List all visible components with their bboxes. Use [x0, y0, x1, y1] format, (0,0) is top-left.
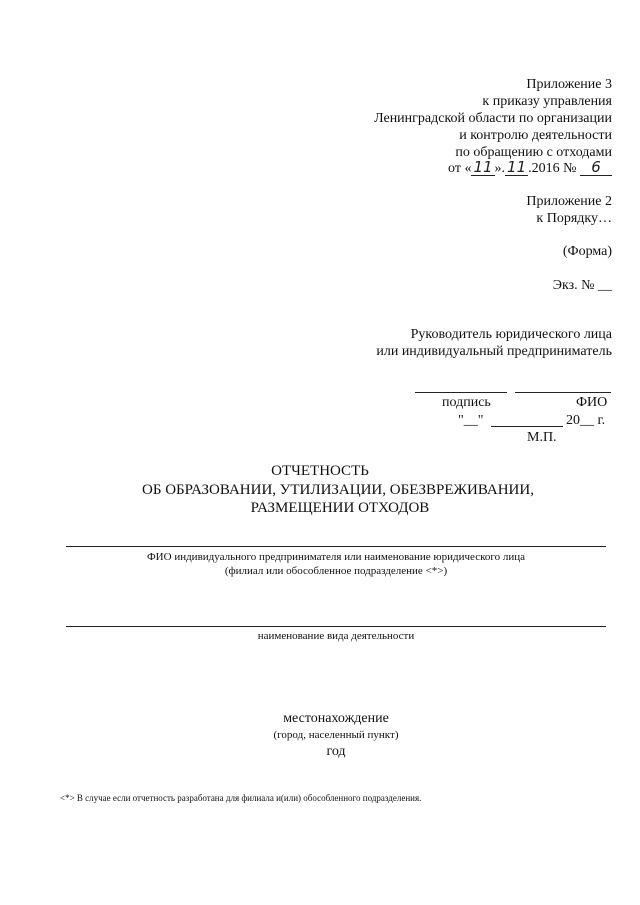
activity-caption: наименование вида деятельности — [257, 630, 415, 642]
date-year-blank: 20__ г. — [566, 413, 606, 428]
date-day-blank: "__" — [458, 413, 484, 428]
entity-caption-2: (филиал или обособленное подразделение <*>) — [224, 565, 448, 577]
entity-caption-1: ФИО индивидуального предпринимателя или наименование юридического лица — [146, 551, 526, 563]
appendix-line-1: Приложение 2 — [526, 194, 612, 209]
title-line-3: РАЗМЕЩЕНИИ ОТХОДОВ — [250, 500, 430, 516]
fio-caption: ФИО — [576, 395, 608, 410]
header-line-5: по обращению с отходами — [455, 145, 612, 160]
title-line-1: ОТЧЕТНОСТЬ — [271, 463, 369, 479]
activity-line — [66, 626, 606, 627]
location-label: местонахождение — [283, 711, 389, 726]
fio-line — [515, 392, 611, 393]
date-prefix: от « — [448, 161, 472, 176]
order-date-line — [448, 160, 612, 177]
location-sub: (город, населенный пункт) — [273, 729, 399, 741]
order-number-handwritten: 6 — [580, 160, 612, 176]
head-line-2: или индивидуальный предприниматель — [376, 344, 612, 359]
date-mid: ». — [494, 161, 506, 176]
title-line-2: ОБ ОБРАЗОВАНИИ, УТИЛИЗАЦИИ, ОБЕЗВРЕЖИВАНИИ, — [142, 482, 534, 498]
date-day-handwritten: 11 — [473, 158, 493, 176]
header-line-4: и контролю деятельности — [459, 128, 612, 143]
copy-number-label: Экз. № __ — [552, 278, 612, 293]
header-line-3: Ленинградской области по организации — [374, 111, 612, 126]
signature-line — [415, 392, 507, 393]
form-label: (Форма) — [562, 244, 612, 259]
date-month-blank — [491, 426, 563, 427]
appendix-line-2: к Порядку… — [536, 211, 612, 226]
head-line-1: Руководитель юридического лица — [410, 327, 612, 342]
header-line-1: Приложение 3 — [526, 77, 612, 92]
date-month-handwritten: 11 — [507, 158, 527, 176]
signature-caption: подпись — [442, 395, 491, 410]
date-year: .2016 № — [528, 161, 577, 176]
entity-name-line — [66, 546, 606, 547]
stamp-label: М.П. — [527, 430, 557, 445]
year-label: год — [326, 744, 346, 759]
footnote: <*> В случае если отчетность разработана для филиала и(или) обособленного подразделения. — [60, 793, 422, 803]
header-line-2: к приказу управления — [482, 94, 612, 109]
